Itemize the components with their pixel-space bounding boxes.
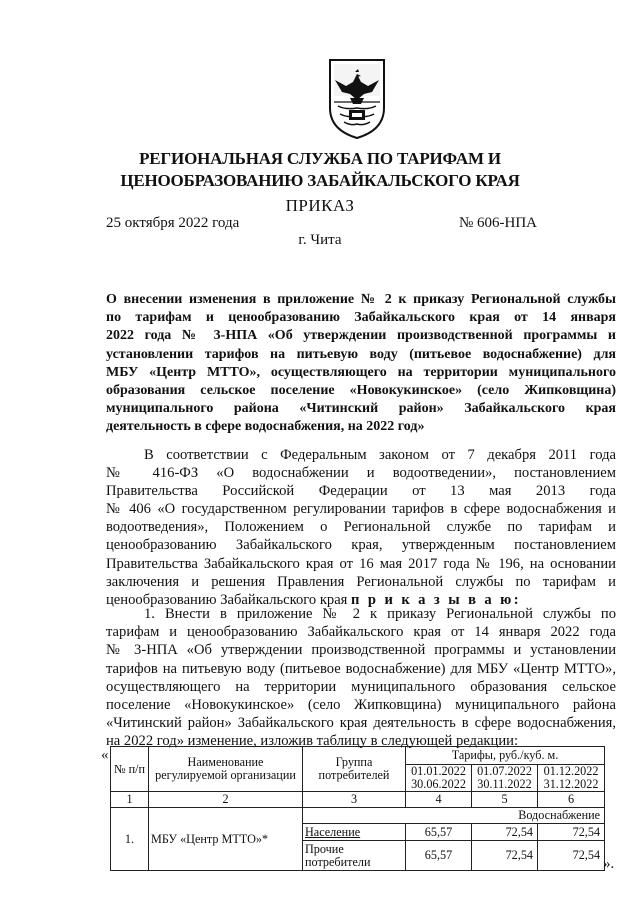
organization-title xyxy=(0,148,640,192)
opening-quote: « xyxy=(101,747,109,763)
document-date: 25 октября 2022 года xyxy=(106,215,240,231)
tariff-value-cell: 65,57 xyxy=(406,841,472,871)
coat-of-arms-icon xyxy=(326,58,388,140)
subject-line: МБУ «Центр МТТО», осуществляющего на территории муниципального xyxy=(106,364,616,380)
preamble-line: ценообразованию Забайкальского края, утвержденным постановлением xyxy=(106,537,616,554)
tariff-value-cell: 72,54 xyxy=(538,824,605,841)
table-header-row xyxy=(111,747,605,765)
item-line: № 3-НПА «Об утверждении производственной программы и установлении xyxy=(106,642,616,659)
header-number: № п/п xyxy=(111,747,149,792)
tariff-value-cell: 65,57 xyxy=(406,824,472,841)
period-cell: 01.01.2022 30.06.2022 xyxy=(406,765,472,792)
item-line: осуществляющего на территории муниципального образования сельское xyxy=(106,678,616,695)
column-number-cell: 1 xyxy=(111,792,149,808)
preamble-line: В соответствии с Федеральным законом от 7 декабря 2011 года xyxy=(144,447,616,463)
document-city: г. Чита xyxy=(298,232,342,248)
document-number: № 606-НПА xyxy=(458,215,537,231)
preamble-line: № 416-ФЗ «О водоснабжении и водоотведении», постановлением xyxy=(106,465,616,482)
tariff-value-cell: 72,54 xyxy=(472,841,538,871)
column-number-cell: 3 xyxy=(303,792,406,808)
organization-name-cell: МБУ «Центр МТТО»* xyxy=(149,808,303,871)
item-line: тарифов на питьевую воду (питьевое водоснабжение) для МБУ «Центр МТТО», xyxy=(106,660,616,677)
order-item-1 xyxy=(106,605,616,751)
preamble-line: Правительства Забайкальского края от 16 мая 2017 года № 196, на основании xyxy=(106,555,616,572)
consumer-group-cell: Население xyxy=(303,824,406,841)
closing-quote: ». xyxy=(603,856,615,872)
document-type: ПРИКАЗ xyxy=(285,196,355,215)
preamble-line: № 406 «О государственном регулировании тарифов в сфере водоснабжения и xyxy=(106,501,616,518)
header-consumer-group: Группа потребителей xyxy=(303,747,406,792)
item-line: тарифам и ценообразованию Забайкальского края от 14 января 2022 года xyxy=(106,624,616,641)
organization-title-line: ЦЕНООБРАЗОВАНИЮ ЗАБАЙКАЛЬСКОГО КРАЯ xyxy=(120,171,520,190)
column-number-cell: 4 xyxy=(406,792,472,808)
period-cell: 01.12.2022 31.12.2022 xyxy=(538,765,605,792)
subject-line: 2022 года № 3-НПА «Об утверждении производственной программы и xyxy=(106,328,616,344)
tariff-table xyxy=(110,746,605,871)
subject-line: по тарифам и ценообразованию Забайкальского края от 14 января xyxy=(106,310,616,326)
column-number-cell: 2 xyxy=(149,792,303,808)
tariff-value-cell: 72,54 xyxy=(538,841,605,871)
item-line: поселение «Новокукинское» (село Жипковщина) муниципального района xyxy=(106,697,616,714)
header-organization: Наименование регулируемой организации xyxy=(149,747,303,792)
period-cell: 01.07.2022 30.11.2022 xyxy=(472,765,538,792)
header-tariffs: Тарифы, руб./куб. м. xyxy=(406,747,605,765)
section-cell: Водоснабжение xyxy=(303,808,605,824)
subject-line: установлении тарифов на питьевую воду (питьевое водоснабжение) для xyxy=(106,346,616,362)
tariff-value-cell: 72,54 xyxy=(472,824,538,841)
preamble-line: водоотведения», Положением о Региональной службе по тарифам и xyxy=(106,519,616,536)
item-line: «Читинский район» Забайкальского края деятельность в сфере водоснабжения, xyxy=(106,715,616,732)
organization-title-line: РЕГИОНАЛЬНАЯ СЛУЖБА ПО ТАРИФАМ И xyxy=(139,149,501,168)
consumer-group-cell: Прочие потребители xyxy=(303,841,406,871)
order-subject xyxy=(106,291,616,437)
table-column-numbers-row xyxy=(111,792,605,808)
preamble-line: заключения и решения Правления Региональной службы по тарифам и xyxy=(106,573,616,590)
item-line: 1. Внести в приложение № 2 к приказу Региональной службы по xyxy=(144,606,616,622)
column-number-cell: 5 xyxy=(472,792,538,808)
subject-line: О внесении изменения в приложение № 2 к приказу Региональной службы xyxy=(106,292,616,307)
column-number-cell: 6 xyxy=(538,792,605,808)
preamble-line: Правительства Российской Федерации от 13 мая 2013 года xyxy=(106,483,616,500)
subject-line: муниципального района «Читинский район» Забайкальского края xyxy=(106,401,616,417)
preamble-paragraph xyxy=(106,446,616,609)
row-number-cell: 1. xyxy=(111,808,149,871)
order-word: п р и к а з ы в а ю: xyxy=(351,591,521,608)
item-line: на 2022 год» изменение, изложив таблицу в следующей редакции: xyxy=(106,733,519,750)
preamble-last-text: ценообразованию Забайкальского края xyxy=(106,591,352,608)
subject-line: деятельность в сфере водоснабжения, на 2022 год» xyxy=(106,419,425,435)
subject-line: образования сельское поселение «Новокукинское» (село Жипковщина) xyxy=(106,383,616,399)
table-row xyxy=(111,808,605,824)
